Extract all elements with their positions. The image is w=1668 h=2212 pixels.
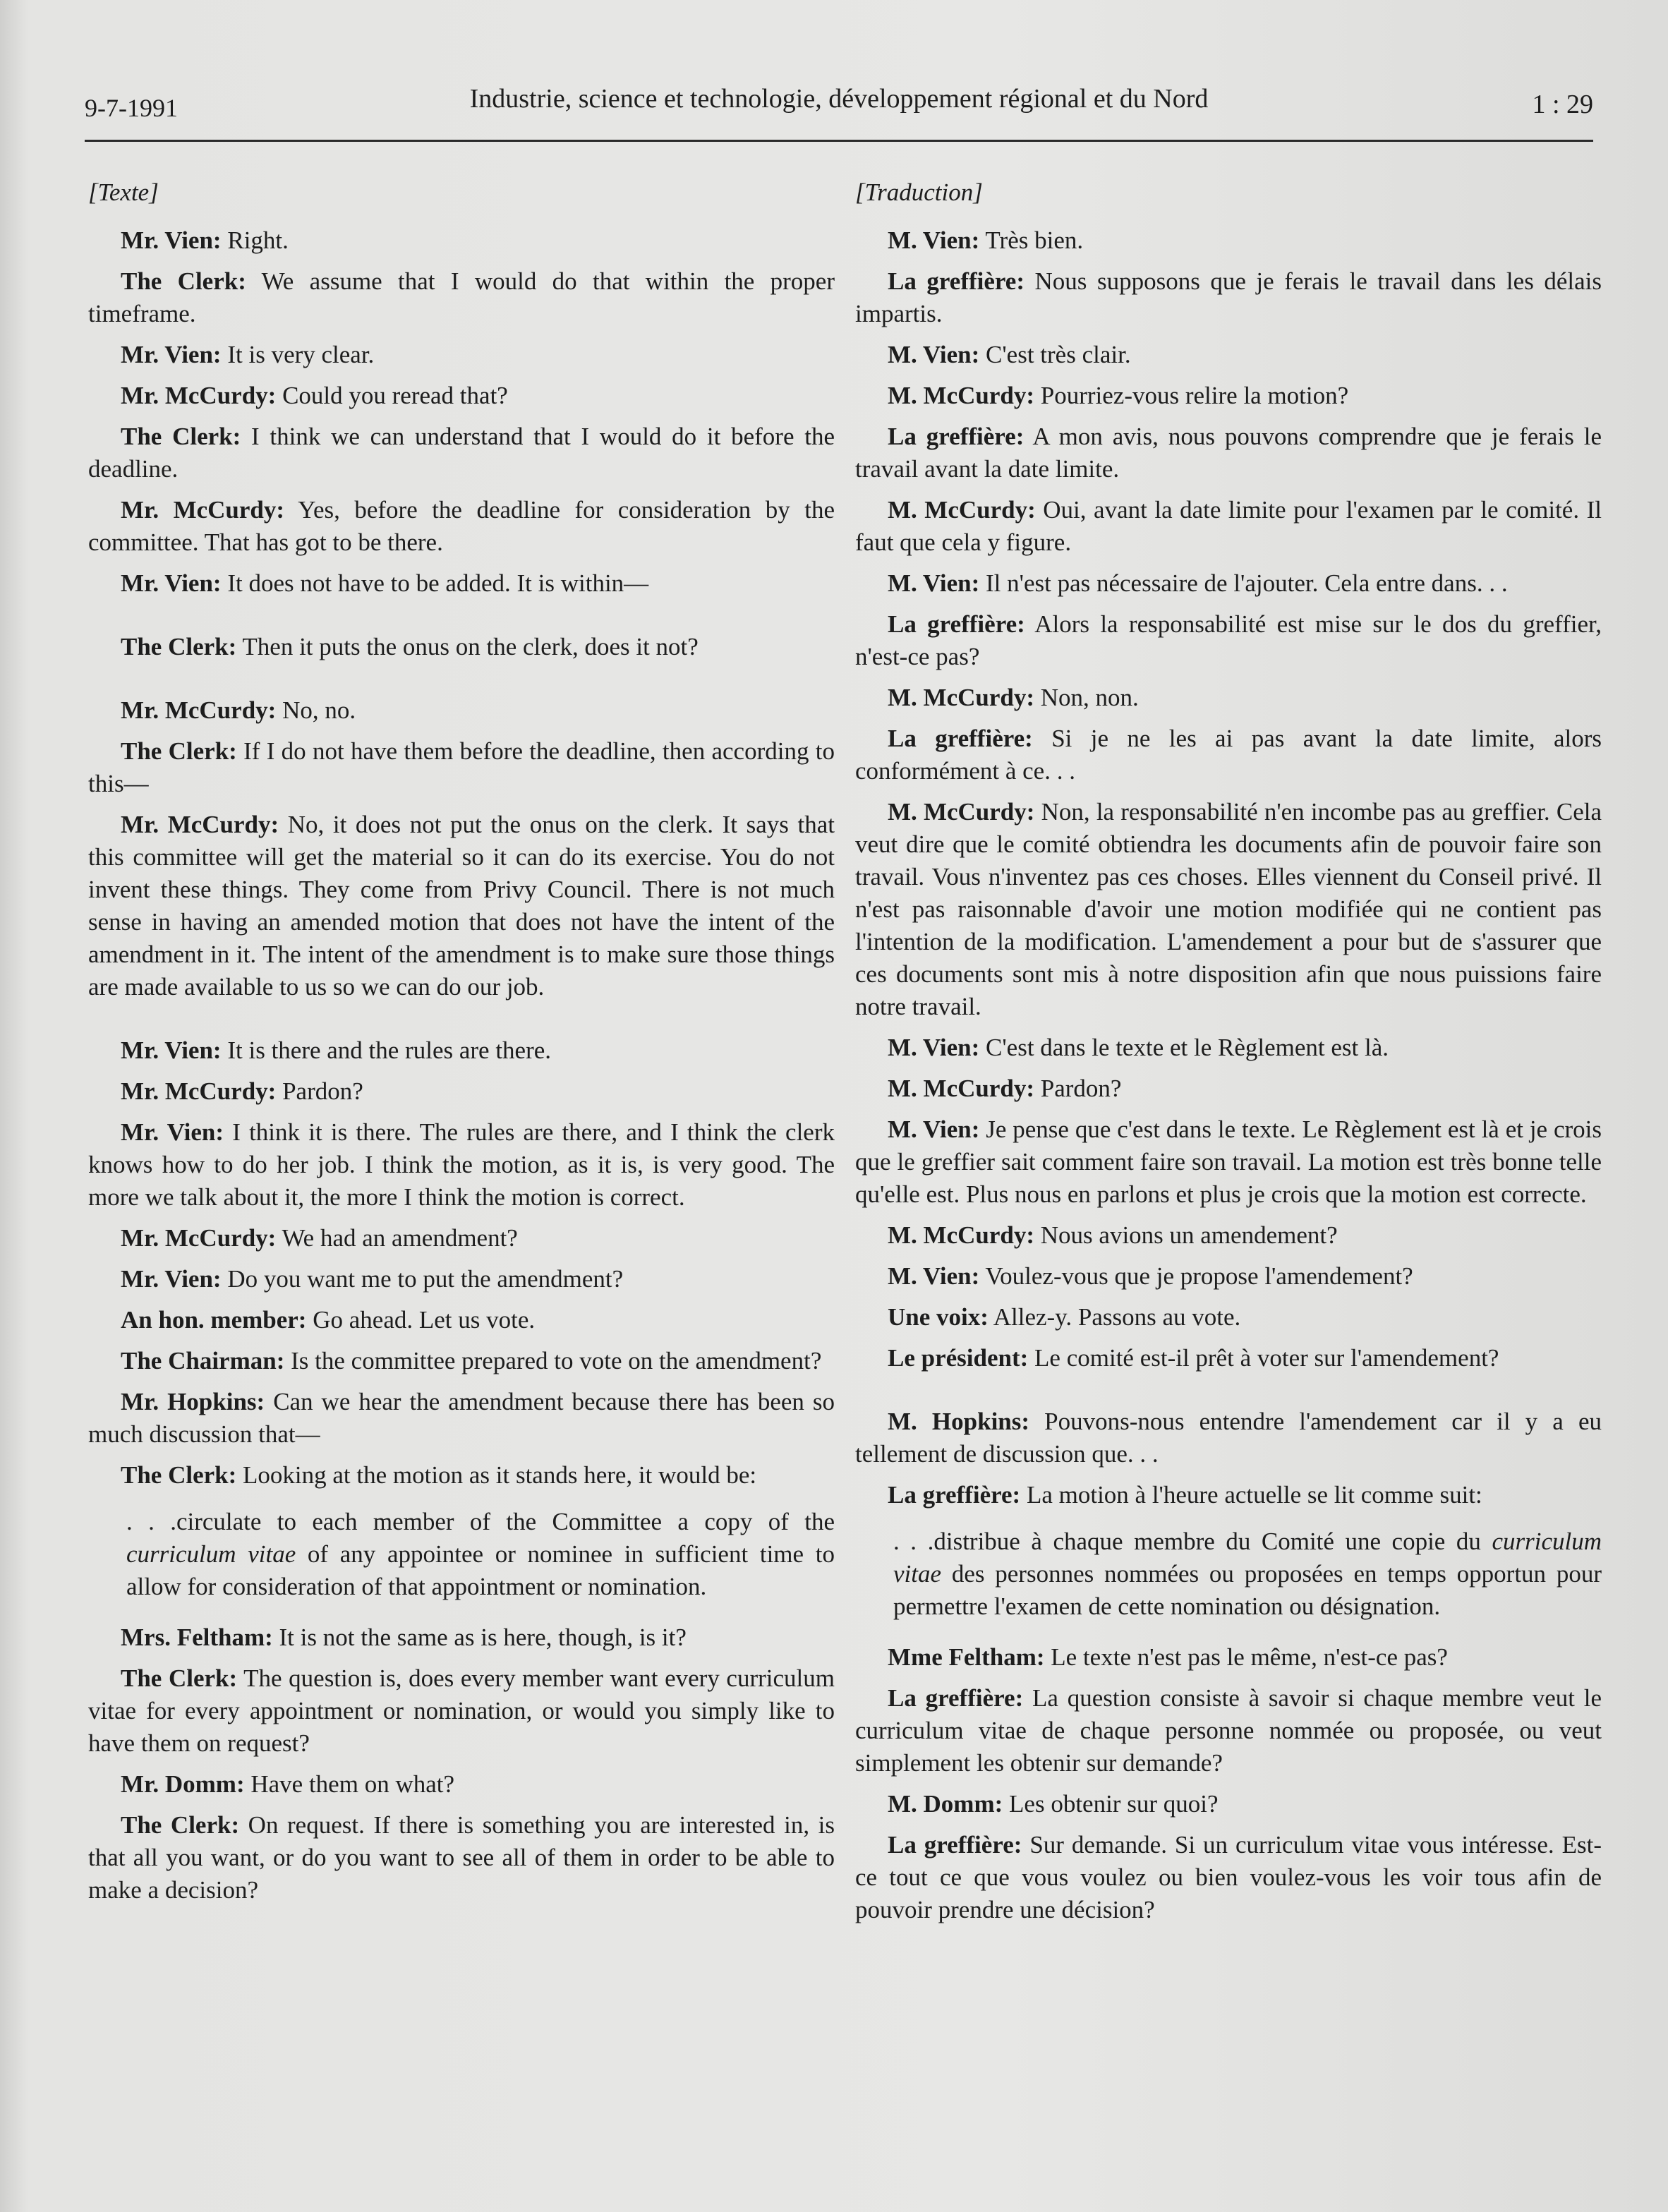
speech-text: Looking at the motion as it stands here, it would be: (236, 1461, 757, 1489)
speech-paragraph (88, 1345, 835, 1377)
speech-paragraph (855, 1072, 1602, 1105)
speaker-name: Mr. Domm: (121, 1770, 245, 1798)
speech-paragraph (88, 380, 835, 412)
speaker-name: Mr. McCurdy: (121, 696, 277, 724)
speech-text: It is not the same as is here, though, is it? (272, 1624, 687, 1651)
speaker-name: Mrs. Feltham: (121, 1624, 273, 1651)
motion-quote (88, 1506, 835, 1603)
speaker-name: M. McCurdy: (888, 382, 1035, 409)
speech-paragraph (88, 631, 835, 663)
speaker-name: The Chairman: (121, 1347, 285, 1374)
speech-paragraph (88, 265, 835, 330)
speaker-name: The Clerk: (121, 1461, 237, 1489)
speech-text: It does not have to be added. It is within— (221, 569, 649, 597)
speech-text: C'est dans le texte et le Règlement est là. (979, 1034, 1389, 1061)
speech-paragraph (88, 1662, 835, 1760)
speech-text: It is very clear. (221, 341, 375, 368)
quote-text: of any appointee or nominee in sufficient time to allow for consideration of that appointment or nomination. (126, 1540, 835, 1600)
speech-text: Si je ne les ai pas avant la date limite, alors conformément à ce. . . (855, 725, 1602, 785)
speaker-name: La greffière: (888, 1684, 1024, 1712)
speech-text: La question consiste à savoir si chaque membre veut le curriculum vitae de chaque personne nommée ou proposée, ou veut simplement les obtenir sur demande? (855, 1684, 1602, 1777)
speaker-name: Mr. Vien: (121, 1118, 224, 1146)
speaker-name: Mr. McCurdy: (121, 811, 279, 838)
speech-text: Could you reread that? (276, 382, 508, 409)
speech-text: Allez-y. Passons au vote. (988, 1303, 1241, 1331)
speech-paragraph (855, 1829, 1602, 1926)
speaker-name: The Clerk: (121, 633, 237, 660)
speech-paragraph (855, 1113, 1602, 1211)
speech-paragraph (855, 1682, 1602, 1779)
speech-paragraph (88, 1386, 835, 1451)
speech-paragraph (855, 1641, 1602, 1674)
speech-paragraph (855, 1219, 1602, 1252)
speech-paragraph (88, 494, 835, 559)
english-column (88, 176, 835, 1915)
speech-paragraph (855, 1788, 1602, 1820)
speaker-name: M. Vien: (888, 1116, 980, 1143)
speech-text: Il n'est pas nécessaire de l'ajouter. Cela entre dans. . . (979, 569, 1508, 597)
speech-text: C'est très clair. (979, 341, 1131, 368)
speaker-name: An hon. member: (121, 1306, 307, 1334)
speech-text: Yes, before the deadline for consideration by the committee. That has got to be there. (88, 496, 835, 556)
speech-text: Sur demande. Si un curriculum vitae vous intéresse. Est-ce tout ce que vous voulez ou bien voulez-vous les voir tous afin de pouvoir prendre une décision? (855, 1831, 1602, 1923)
header-title: Industrie, science et technologie, développement régional et du Nord (469, 84, 1209, 114)
speech-text: Right. (221, 226, 289, 254)
speech-paragraph (855, 1032, 1602, 1064)
speaker-name: The Clerk: (121, 423, 241, 450)
speech-text: Pourriez-vous relire la motion? (1034, 382, 1349, 409)
speaker-name: The Clerk: (121, 1664, 238, 1692)
speech-text: A mon avis, nous pouvons comprendre que je ferais le travail avant la date limite. (855, 423, 1602, 483)
speech-paragraph (855, 682, 1602, 714)
speech-text: Have them on what? (244, 1770, 455, 1798)
speech-text: Alors la responsabilité est mise sur le dos du greffier, n'est-ce pas? (855, 610, 1602, 670)
speaker-name: M. McCurdy: (888, 496, 1036, 524)
speaker-name: M. McCurdy: (888, 798, 1035, 826)
speech-paragraph (855, 796, 1602, 1023)
speaker-name: M. Vien: (888, 226, 980, 254)
speech-text: The question is, does every member want every curriculum vitae for every appointment or nomination, or would you simply like to have them on request? (88, 1664, 835, 1757)
speaker-name: La greffière: (888, 267, 1025, 295)
speaker-name: The Clerk: (121, 1811, 240, 1839)
speech-text: Pouvons-nous entendre l'amendement car il y a eu tellement de discussion que. . . (855, 1408, 1602, 1468)
speech-paragraph (855, 1342, 1602, 1374)
speaker-name: Le président: (888, 1344, 1029, 1372)
speech-paragraph (855, 380, 1602, 412)
speaker-name: Mr. McCurdy: (121, 1077, 277, 1105)
column-label: [Texte] (88, 179, 159, 206)
quote-text: des personnes nommées ou proposées en temps opportun pour permettre l'examen de cette nomination ou désignation. (893, 1560, 1602, 1620)
speaker-name: Mr. Vien: (121, 341, 222, 368)
motion-quote (855, 1525, 1602, 1623)
speech-text: Le comité est-il prêt à voter sur l'amendement? (1028, 1344, 1499, 1372)
speech-paragraph (88, 1034, 835, 1067)
speech-paragraph (88, 1075, 835, 1108)
speech-text: Nous avions un amendement? (1034, 1221, 1338, 1249)
speech-text: We assume that I would do that within the proper timeframe. (88, 267, 835, 327)
speech-text: Pardon? (1034, 1075, 1122, 1102)
speech-text: Les obtenir sur quoi? (1003, 1790, 1219, 1818)
speech-text: On request. If there is something you are interested in, is that all you want, or do you want to see all of them in order to be able to make a decision? (88, 1811, 835, 1904)
speech-paragraph (855, 224, 1602, 257)
speech-text: Je pense que c'est dans le texte. Le Règlement est là et je crois que le greffier sait comment faire son travail. La motion est très bonne telle qu'elle est. Plus nous en parlons et plus je crois que la motion est correcte. (855, 1116, 1602, 1208)
speaker-name: M. Vien: (888, 341, 980, 368)
column-label: [Traduction] (855, 179, 983, 206)
speech-text: Then it puts the onus on the clerk, does it not? (236, 633, 699, 660)
speech-paragraph (88, 1263, 835, 1295)
speaker-name: Mr. Vien: (121, 226, 222, 254)
speaker-name: Mr. Vien: (121, 1037, 222, 1064)
speaker-name: La greffière: (888, 423, 1025, 450)
french-column (855, 176, 1602, 1935)
speaker-name: Mr. Hopkins: (121, 1388, 265, 1415)
speech-text: I think it is there. The rules are there, and I think the clerk knows how to do her job. I think the motion, as it is, is very good. The more we talk about it, the more I think the motion is correct. (88, 1118, 835, 1211)
transcript-part-1 (855, 224, 1602, 1511)
speech-paragraph (855, 339, 1602, 371)
speech-text: Non, la responsabilité n'en incombe pas au greffier. Cela veut dire que le comité obtiendra les documents afin de pouvoir faire son travail. Vous n'inventez pas ces choses. Elles viennent du Conseil privé. Il n'est pas raisonnable d'avoir une motion modifiée qui ne contient pas l'intention de la modification. L'amendement a pour but de s'assurer que ces documents sont mis à notre disposition afin que nous puissions faire notre travail. (855, 798, 1602, 1020)
speech-paragraph (88, 1768, 835, 1801)
transcript-part-1 (88, 224, 835, 1492)
speaker-name: The Clerk: (121, 267, 246, 295)
speech-text: Très bien. (979, 226, 1084, 254)
speaker-name: M. Vien: (888, 1034, 980, 1061)
speech-paragraph (88, 567, 835, 600)
speaker-name: Mr. Vien: (121, 1265, 222, 1293)
speaker-name: M. McCurdy: (888, 684, 1035, 711)
speaker-name: La greffière: (888, 1831, 1022, 1859)
speech-paragraph (88, 224, 835, 257)
speech-text: Can we hear the amendment because there has been so much discussion that— (88, 1388, 835, 1448)
speaker-name: La greffière: (888, 725, 1033, 752)
speaker-name: M. Domm: (888, 1790, 1003, 1818)
speech-paragraph (88, 421, 835, 485)
speaker-name: Mme Feltham: (888, 1643, 1045, 1671)
speech-paragraph (88, 735, 835, 800)
quote-italic: curriculum vitae (893, 1528, 1602, 1588)
speech-paragraph (88, 339, 835, 371)
header-date: 9-7-1991 (85, 94, 178, 122)
speaker-name: La greffière: (888, 610, 1025, 638)
speech-paragraph (855, 723, 1602, 787)
speech-paragraph (855, 494, 1602, 559)
speech-paragraph (855, 1406, 1602, 1470)
speech-text: We had an amendment? (276, 1224, 518, 1252)
speech-paragraph (855, 1260, 1602, 1293)
speech-paragraph (88, 1809, 835, 1906)
speech-text: No, it does not put the onus on the clerk. It says that this committee will get the material so it can do its exercise. You do not invent these things. They come from Privy Council. There is not much sense in having an amended motion that does not have the intent of the amendment in it. The intent of the amendment is to make sure those things are made available to us so we can do our job. (88, 811, 835, 1001)
speech-paragraph (88, 694, 835, 727)
speech-text: Non, non. (1034, 684, 1139, 711)
quote-italic: curriculum vitae (126, 1540, 296, 1568)
speech-paragraph (88, 1116, 835, 1214)
speech-paragraph (88, 1459, 835, 1492)
speaker-name: M. Vien: (888, 569, 980, 597)
speech-text: Nous supposons que je ferais le travail dans les délais impartis. (855, 267, 1602, 327)
speech-paragraph (855, 1301, 1602, 1334)
speech-text: Oui, avant la date limite pour l'examen par le comité. Il faut que cela y figure. (855, 496, 1602, 556)
transcript-part-2 (855, 1641, 1602, 1926)
speech-paragraph (855, 1479, 1602, 1511)
speech-text: I think we can understand that I would do it before the deadline. (88, 423, 835, 483)
speaker-name: La greffière: (888, 1481, 1021, 1509)
speech-text: It is there and the rules are there. (221, 1037, 552, 1064)
speaker-name: M. Hopkins: (888, 1408, 1030, 1435)
speaker-name: Mr. McCurdy: (121, 382, 277, 409)
speech-paragraph (855, 265, 1602, 330)
speech-text: No, no. (276, 696, 356, 724)
speech-text: Is the committee prepared to vote on the amendment? (284, 1347, 822, 1374)
quote-text: . . .distribue à chaque membre du Comité une copie du (893, 1528, 1492, 1555)
speech-text: Do you want me to put the amendment? (221, 1265, 624, 1293)
speech-paragraph (855, 608, 1602, 673)
speaker-name: Une voix: (888, 1303, 989, 1331)
speech-text: If I do not have them before the deadline, then according to this— (88, 737, 835, 797)
speaker-name: Mr. McCurdy: (121, 496, 285, 524)
speaker-name: The Clerk: (121, 737, 237, 765)
speech-text: Go ahead. Let us vote. (306, 1306, 536, 1334)
speaker-name: M. McCurdy: (888, 1221, 1035, 1249)
speech-text: Voulez-vous que je propose l'amendement? (979, 1262, 1413, 1290)
speech-paragraph (855, 421, 1602, 485)
speaker-name: M. Vien: (888, 1262, 980, 1290)
quote-text: . . .circulate to each member of the Committee a copy of the (126, 1508, 835, 1535)
speech-paragraph (855, 567, 1602, 600)
speech-text: Pardon? (276, 1077, 363, 1105)
header-page-number: 1 : 29 (1532, 90, 1593, 119)
speech-text: La motion à l'heure actuelle se lit comme suit: (1020, 1481, 1482, 1509)
speaker-name: M. McCurdy: (888, 1075, 1035, 1102)
speaker-name: Mr. McCurdy: (121, 1224, 277, 1252)
speech-paragraph (88, 1621, 835, 1654)
speech-text: Le texte n'est pas le même, n'est-ce pas? (1044, 1643, 1448, 1671)
speaker-name: Mr. Vien: (121, 569, 222, 597)
speech-paragraph (88, 809, 835, 1003)
speech-paragraph (88, 1304, 835, 1336)
transcript-part-2 (88, 1621, 835, 1906)
speech-paragraph (88, 1222, 835, 1255)
page-header (85, 83, 1593, 142)
